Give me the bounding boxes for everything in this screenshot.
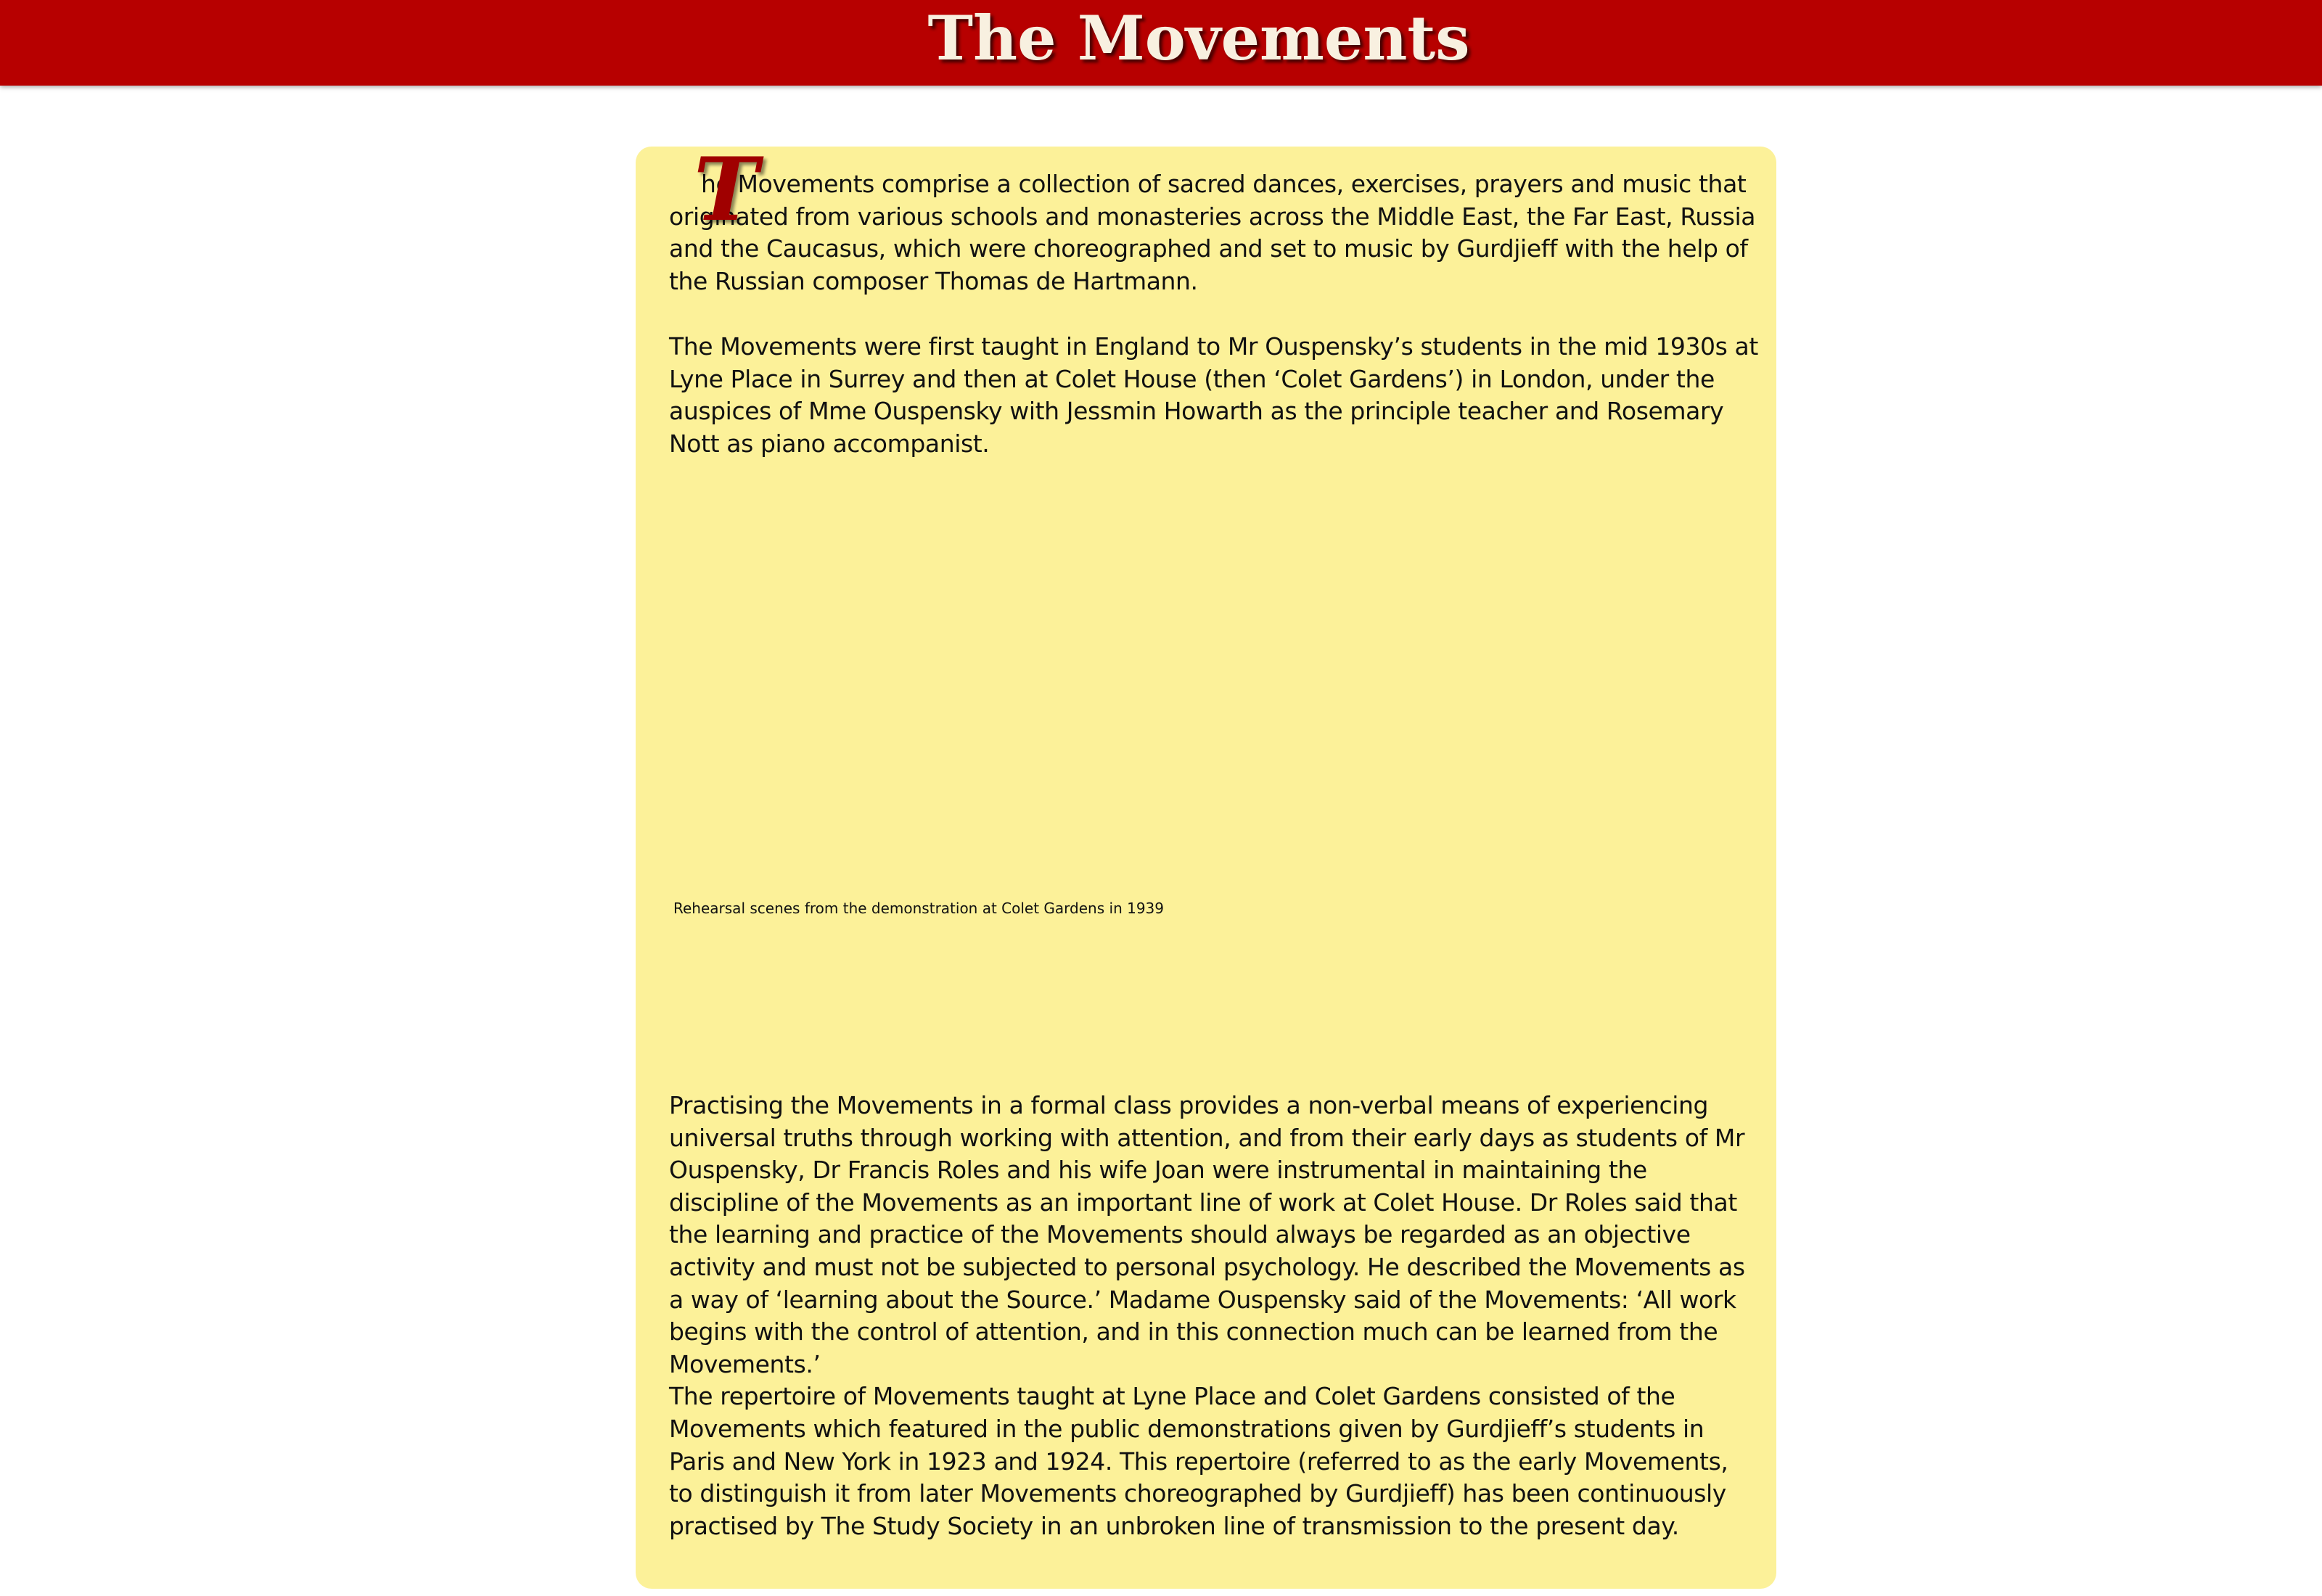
repertoire-paragraph: The repertoire of Movements taught at Lyne Place and Colet Gardens consisted of the Movements which featured in the public demonstrations given by Gurdjieff’s students in Paris and New York in 1923 and 1924. This repertoire (referred to as the early Movements, to distinguish it from later Movements choreographed by Gurdjieff) has been continuously practised by The Study Society in an unbroken line of transmission to the present day. [669, 1382, 1728, 1540]
content-card [636, 139, 1776, 1589]
page-header [0, 0, 2322, 86]
intro-text: he Movements comprise a collection of sacred dances, exercises, prayers and music that originated from various schools and monasteries across the Middle East, the Far East, Russia and the Caucasus, which were choreographed and set to music by Gurdjieff with the help of the Russian composer Thomas de Hartmann. [669, 170, 1756, 295]
intro-paragraph [669, 139, 1757, 297]
history-paragraph: The Movements were first taught in England to Mr Ouspensky’s students in the mid 1930s at Lyne Place in Surrey and then at Colet House (then ‘Colet Gardens’) in London, under the auspices of Mme Ouspensky with Jessmin Howarth as the principle teacher and Rosemary Nott as piano accompanist. [669, 332, 1758, 458]
practice-paragraph: Practising the Movements in a formal class provides a non-verbal means of experiencing universal truths through working with attention, and from their early days as students of Mr Ouspensky, Dr Francis Roles and his wife Joan were instrumental in maintaining the discipline of the Movements as an important line of work at Colet House. Dr Roles said that the learning and practice of the Movements should always be regarded as an objective activity and must not be subjected to personal psychology. He described the Movements as a way of ‘learning about the Source.’ Madame Ouspensky said of the Movements: ‘All work begins with the control of attention, and in this connection much can be learned from the Movements.’ [669, 1091, 1745, 1378]
drop-cap: T [694, 139, 758, 241]
practice-section [669, 1090, 1757, 1542]
page-title: The Movements [927, 2, 1470, 74]
photo-caption: Rehearsal scenes from the demonstration at Colet Gardens in 1939 [673, 900, 1164, 917]
